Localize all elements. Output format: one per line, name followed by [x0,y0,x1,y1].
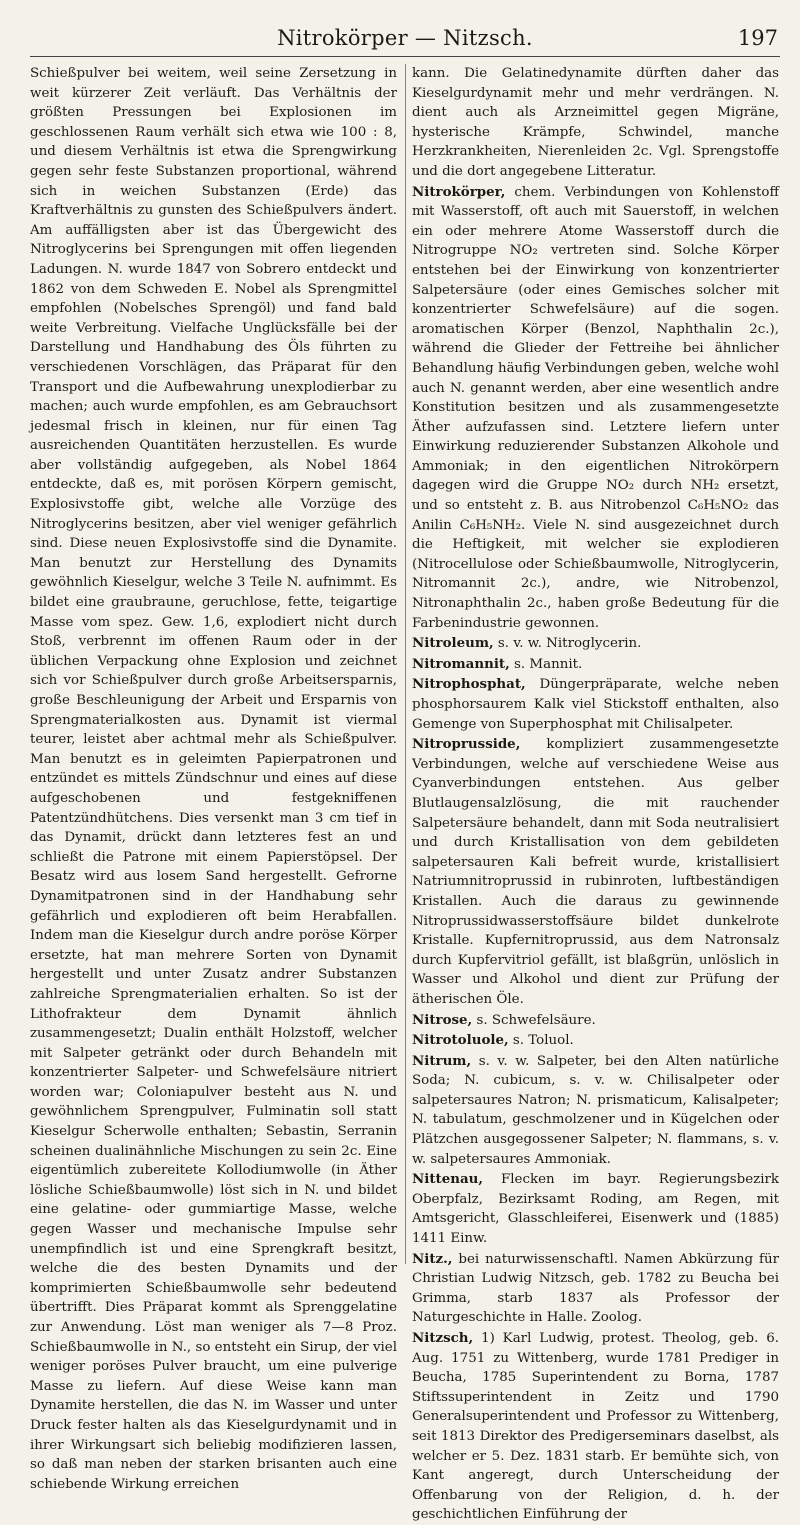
headword: Nitromannit, [412,655,510,672]
headword: Nitzsch, [412,1330,474,1346]
headword: Nitrum, [412,1052,472,1069]
page-header [30,22,780,57]
running-title: Nitrokörper — Nitzsch. [277,26,533,50]
headword: Nitrose, [412,1011,473,1028]
entry-nitroprusside: Nitroprusside, kompliziert zusammengesetzte Verbindungen, welche auf verschiedene Weise aus Cyanverbindungen entstehen. Aus gelber Blutlaugensalzlösung, die mit rauchender Salpetersäure behandelt, dann mit Soda neutralisiert und durch Kristallisation von dem gebildeten salpetersauren Kali befreit wurde, kristallisiert Natriumnitroprussid in rubinroten, luftbeständigen Kristallen. Auch die daraus zu gewinnende Nitroprussidwasserstoffsäure bildet dunkelrote Kristalle. Kupfernitroprussid, aus dem Natronsalz durch Kupfervitriol gefällt, ist blaßgrün, unlöslich in Wasser und Alkohol und dient zur Prüfung der ätherischen Öle. [412,736,779,1007]
headword: Nitz., [412,1250,453,1267]
entry-nitromannit: Nitromannit, s. Mannit. [412,655,583,672]
entry-nitroglycerin-continued: kann. Die Gelatinedynamite dürften daher das Kieselgurdynamit mehr und mehr verdrängen. N. dient auch als Arzneimittel gegen Migräne, hysterische Krämpfe, Schwindel, manche Herzkrankheiten, Nierenleiden 2c. Vgl. Sprengstoffe und die dort angegebene Litteratur. [412,66,779,179]
headword: Nitroleum, [412,635,494,652]
entry-nittenau: Nittenau, Flecken im bayr. Regierungsbezirk Oberpfalz, Bezirksamt Roding, am Regen, mit Amtsgericht, Glasschleiferei, Eisenwerk und (1885) 1411 Einw. [412,1171,779,1247]
entry-nitrotoluole: Nitrotoluole, s. Toluol. [412,1032,574,1049]
page-number: 197 [737,26,778,50]
headword: Nittenau, [412,1171,484,1188]
headword: Nitrotoluole, [412,1032,509,1049]
column-divider [405,64,406,1264]
headword: Nitrophosphat, [412,676,526,693]
entry-nitz: Nitz., bei naturwissenschaftl. Namen Abkürzung für Christian Ludwig Nitzsch, geb. 1782 zu Beucha bei Grimma, starb 1837 als Professor der Naturgeschichte in Halle. Zoolog. [412,1250,779,1326]
entry-nitrokoerper: Nitrokörper, chem. Verbindungen von Kohlenstoff mit Wasserstoff, oft auch mit Sauerstoff, in welchen ein oder mehrere Atome Wasserstoff durch die Nitrogruppe NO₂ vertreten sind. Solche Körper entstehen bei der Einwirkung von konzentrierter Salpetersäure (oder eines Gemisches solcher mit konzentrierter Schwefelsäure) auf die sogen. aromatischen Körper (Benzol, Naphthalin 2c.), während die Glieder der Fettreihe bei ähnlicher Behandlung häufig Verbindungen geben, welche wohl auch N. genannt werden, aber eine wesentlich andre Konstitution besitzen und als zusammengesetzte Äther aufzufassen sind. Letztere liefern unter Einwirkung reduzierender Substanzen Alkohole und Ammoniak; in den eigentlichen Nitrokörpern dagegen wird die Gruppe NO₂ durch NH₂ ersetzt, und so entsteht z. B. aus Nitrobenzol C₆H₅NO₂ das Anilin C₆H₅NH₂. Viele N. sind ausgezeichnet durch die Heftigkeit, mit welcher sie explodieren (Nitrocellulose oder Schießbaumwolle, Nitroglycerin, Nitromannit 2c.), andre, wie Nitrobenzol, Nitronaphthalin 2c., haben große Bedeutung für die Farbenindustrie gewonnen. [412,183,779,631]
headword: Nitrokörper, [412,183,506,200]
right-column [412,64,779,1523]
headword: Nitroprusside, [412,736,521,753]
entry-nitrose: Nitrose, s. Schwefelsäure. [412,1011,596,1028]
entry-nitrum: Nitrum, s. v. w. Salpeter, bei den Alten natürliche Soda; N. cubicum, s. v. w. Chilisalpeter oder salpetersaures Natron; N. prismaticum, Kalisalpeter; N. tabulatum, geschmolzener und in Kügelchen oder Plätzchen ausgegossener Salpeter; N. flammans, s. v. w. salpetersaures Ammoniak. [412,1052,779,1167]
left-column [30,64,397,1492]
entry-nitrophosphat: Nitrophosphat, Düngerpräparate, welche neben phosphorsaurem Kalk viel Stickstoff enthalten, also Gemenge von Superphosphat mit Chilisalpeter. [412,676,779,732]
entry-nitzsch: Nitzsch, 1) Karl Ludwig, protest. Theolog, geb. 6. Aug. 1751 zu Wittenberg, wurde 1781 Prediger in Beucha, 1785 Superintendent zu Borna, 1787 Stiftssuperintendent in Zeitz und 1790 Generalsuperintendent und Professor zu Wittenberg, seit 1813 Direktor des Predigerseminars daselbst, als welcher er 5. Dez. 1831 starb. Er bemühte sich, von Kant angeregt, durch Unterscheidung der Offenbarung von der Religion, d. h. der geschichtlichen Einführung der [412,1330,779,1523]
entry-nitroleum: Nitroleum, s. v. w. Nitroglycerin. [412,635,642,652]
entry-text: Schießpulver bei weitem, weil seine Zersetzung in weit kürzerer Zeit verläuft. Das Verhältnis der größten Pressungen bei Explosionen im geschlossenen Raum verhält sich etwa wie 100 : 8, und diesem Verhältnis ist etwa die Sprengwirkung gegen sehr feste Substanzen proportional, während sich in weichen Substanzen (Erde) das Kraftverhältnis zu gunsten des Schießpulvers ändert. Am auffälligsten aber ist das Übergewicht des Nitroglycerins bei Sprengungen mit offen liegenden Ladungen. N. wurde 1847 von Sobrero entdeckt und 1862 von dem Schweden E. Nobel als Sprengmittel empfohlen (Nobelsches Sprengöl) und fand bald weite Verbreitung. Vielfache Unglücksfälle bei der Darstellung und Handhabung des Öls führten zu verschiedenen Vorschlägen, das Präparat für den Transport und die Aufbewahrung unexplodierbar zu machen; auch wurde empfohlen, es am Gebrauchsort jedesmal frisch in kleinen, nur für einen Tag ausreichenden Quantitäten herzustellen. Es wurde aber vollständig aufgegeben, als Nobel 1864 entdeckte, daß es, mit porösen Körpern gemischt, Explosivstoffe gibt, welche alle Vorzüge des Nitroglycerins besitzen, aber viel weniger gefährlich sind. Diese neuen Explosivstoffe sind die Dynamite. Man benutzt zur Herstellung des Dynamits gewöhnlich Kieselgur, welche 3 Teile N. aufnimmt. Es bildet eine graubraune, geruchlose, fette, teigartige Masse vom spez. Gew. 1,6, explodiert nicht durch Stoß, verbrennt im offenen Raum oder in der üblichen Verpackung ohne Explosion und zeichnet sich vor Schießpulver durch große Arbeitsersparnis, große Beschleunigung der Arbeit und Ersparnis von Sprengmaterialkosten aus. Dynamit ist viermal teurer, leistet aber achtmal mehr als Schießpulver. Man benutzt es in geleimten Papierpatronen und entzündet es mittels Zündschnur und eines auf diese aufgeschobenen und festgekniffenen Patentzündhütchens. Dies versenkt man 3 cm tief in das Dynamit, drückt dann letzteres fest an und schließt die Patrone mit einem Papierstöpsel. Der Besatz wird aus losem Sand hergestellt. Gefrorne Dynamitpatronen sind in der Handhabung sehr gefährlich und explodieren oft beim Herabfallen. Indem man die Kieselgur durch andre poröse Körper ersetzte, hat man mehrere Sorten von Dynamit hergestellt und unter Zusatz andrer Substanzen zahlreiche Sprengmaterialien erhalten. So ist der Lithofrakteur dem Dynamit ähnlich zusammengesetzt; Dualin enthält Holzstoff, welcher mit Salpeter getränkt oder durch Behandeln mit konzentrierter Salpeter- und Schwefelsäure nitriert worden war; Coloniapulver besteht aus N. und gewöhnlichem Sprengpulver, Fulminatin soll statt Kieselgur Scherwolle enthalten; Sebastin, Serranin scheinen dualinähnliche Mischungen zu sein 2c. Eine eigentümlich zubereitete Kollodiumwolle (in Äther lösliche Schießbaumwolle) löst sich in N. und bildet eine gelatine- oder gummiartige Masse, welche gegen Wasser und mechanische Impulse sehr unempfindlich ist und eine Sprengkraft besitzt, welche die des besten Dynamits und der komprimierten Schießbaumwolle sehr bedeutend übertrifft. Dies Präparat kommt als Sprenggelatine zur Anwendung. Löst man weniger als 7—8 Proz. Schießbaumwolle in N., so entsteht ein Sirup, der viel weniger poröses Pulver braucht, um eine pulverige Masse zu liefern. Auf diese Weise kann man Dynamite herstellen, die das N. im Wasser und unter Druck fester halten als das Kieselgurdynamit und in ihrer Wirkungsart sich beliebig modifizieren lassen, so daß man neben der starken brisanten auch eine schiebende Wirkung erreichen [30,66,397,1492]
